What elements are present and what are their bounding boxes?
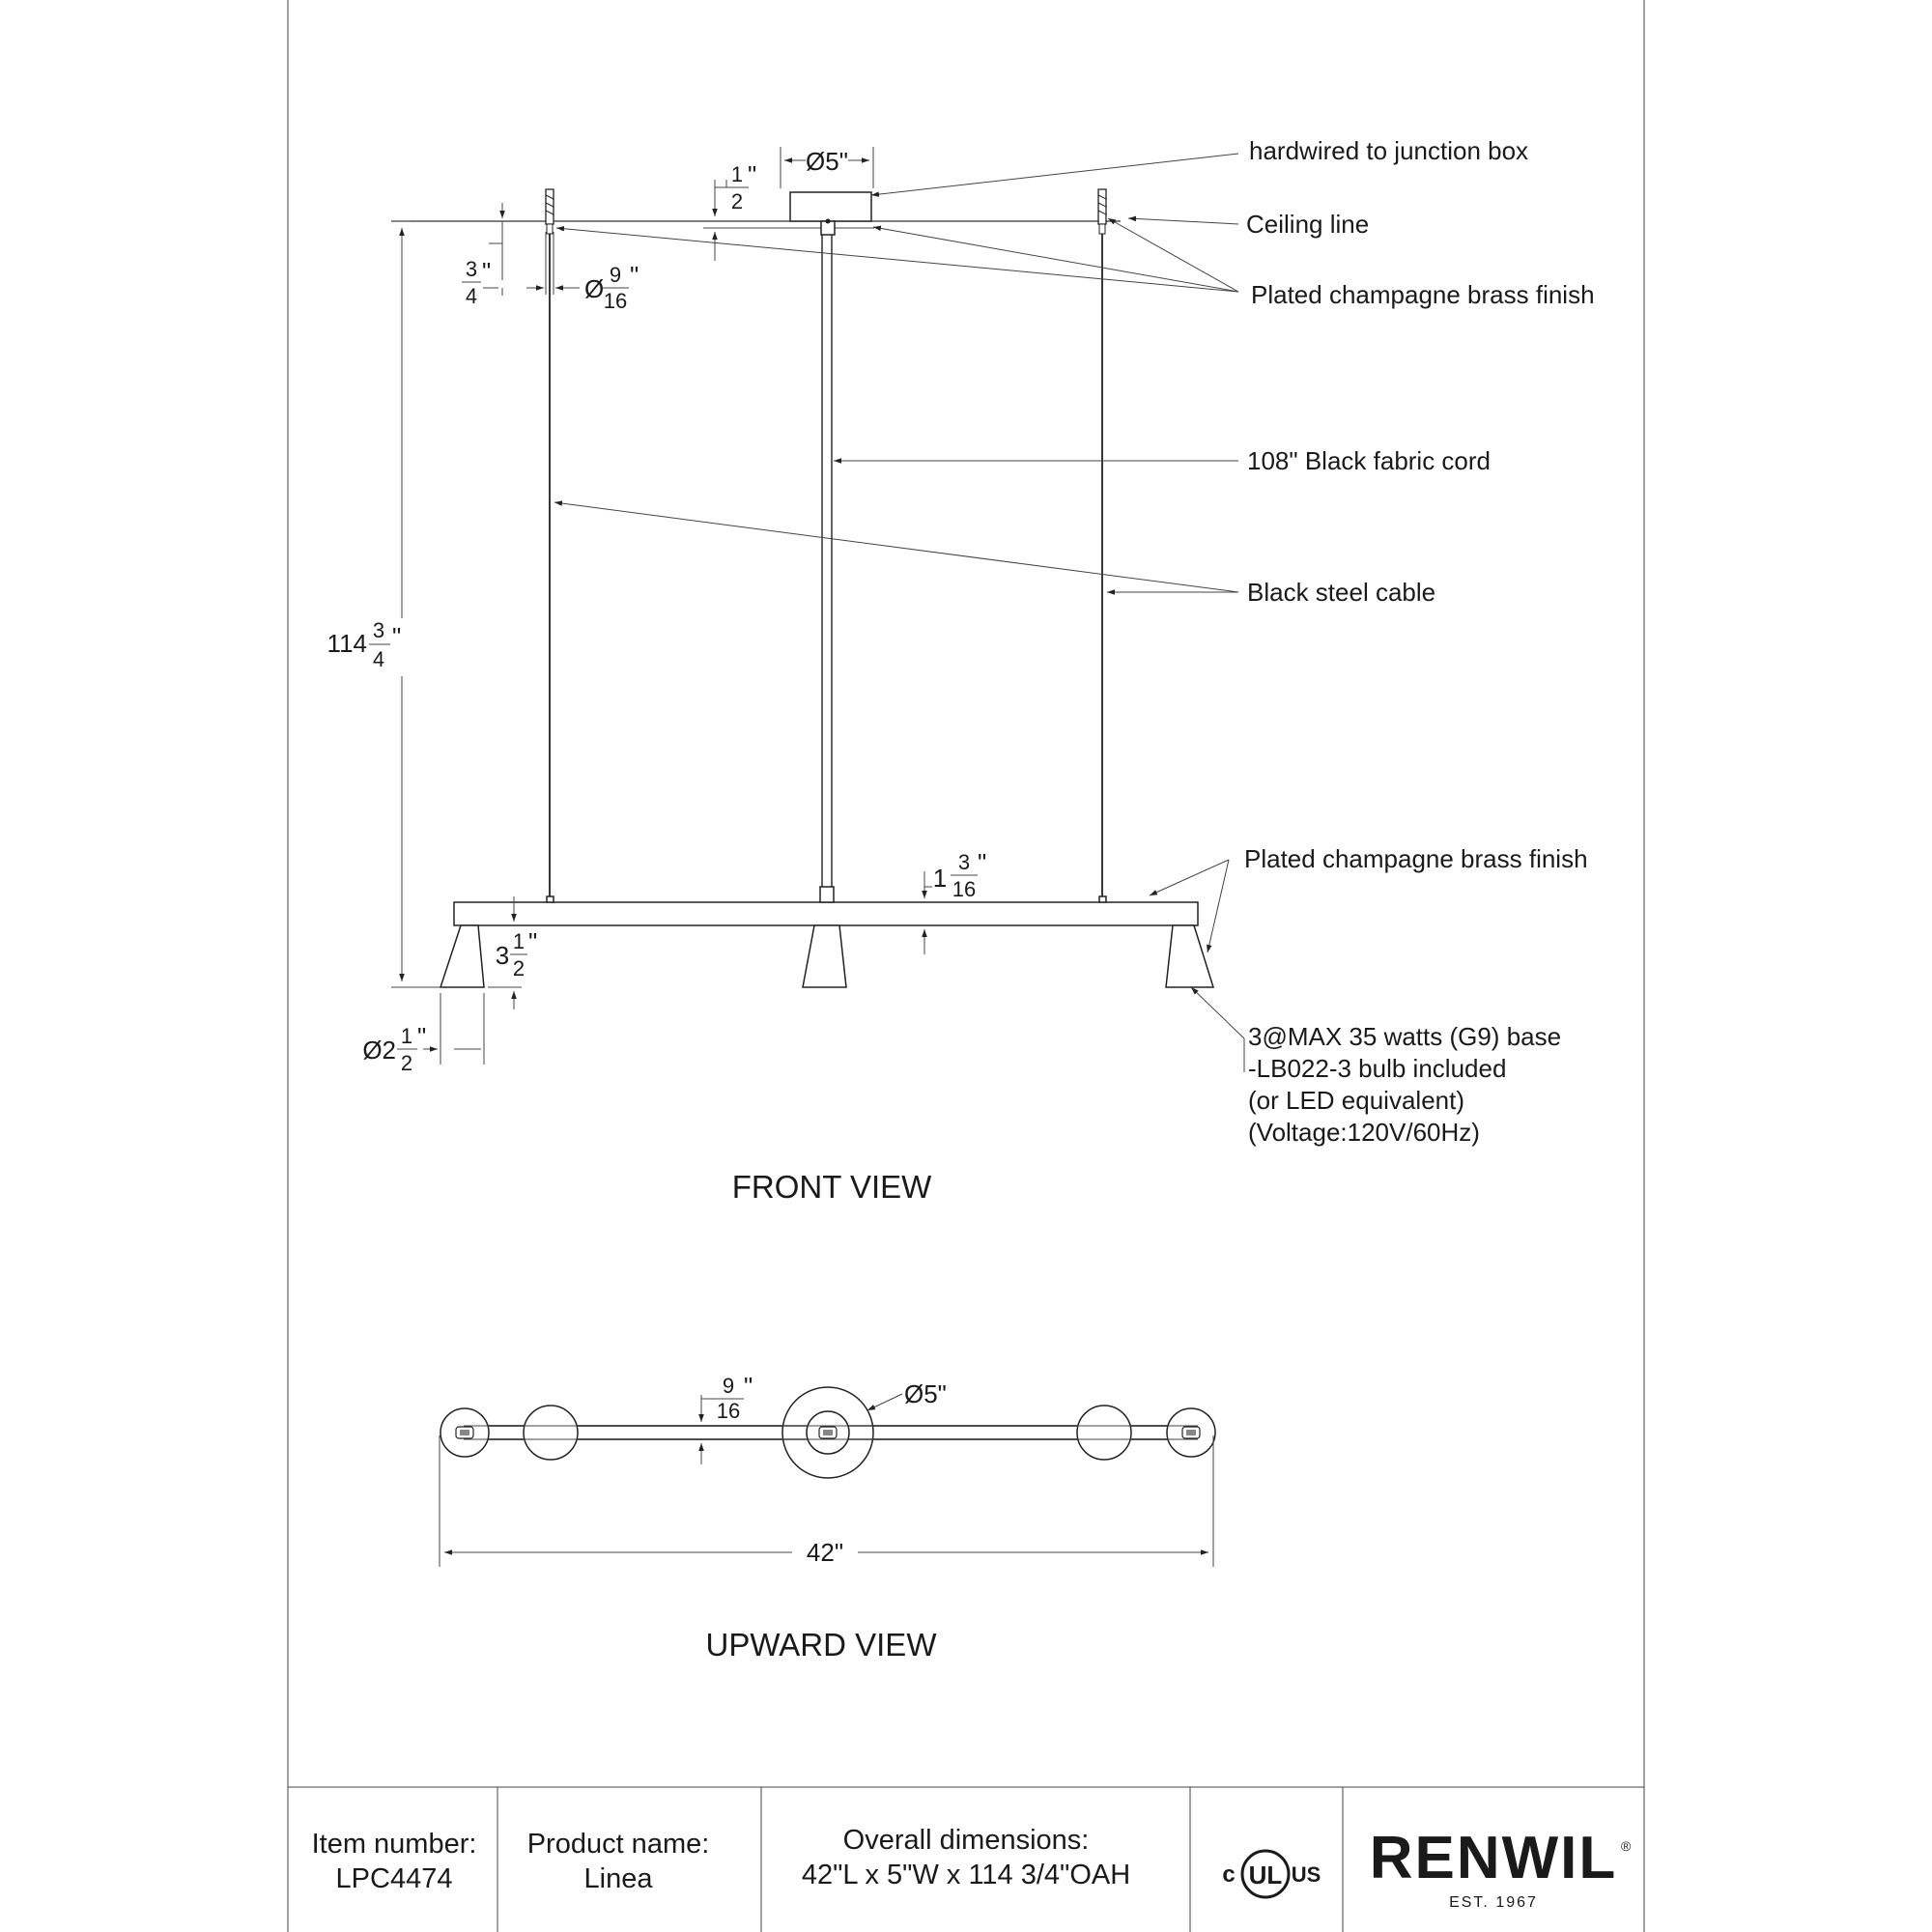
shade-height-den: 2 bbox=[512, 956, 526, 980]
upward-socket-left bbox=[456, 1427, 473, 1438]
overall-height-whole: 114 bbox=[327, 629, 367, 658]
bar-height-inch: " bbox=[978, 848, 987, 877]
canopy-diameter-dimension bbox=[781, 147, 873, 188]
left-shade bbox=[440, 925, 484, 987]
shade-height-inch: " bbox=[528, 927, 538, 956]
overall-height-dimension bbox=[327, 221, 440, 987]
upward-view bbox=[440, 1372, 1215, 1662]
product-name-value: Linea bbox=[583, 1863, 653, 1894]
gripper-height-dimension bbox=[462, 203, 502, 308]
upward-bar-width-num: 9 bbox=[722, 1374, 735, 1398]
gripper-diameter-den: 16 bbox=[603, 289, 628, 313]
callout-bulb-line-1: 3@MAX 35 watts (G9) base bbox=[1248, 1022, 1562, 1051]
title-block bbox=[288, 1787, 1644, 1932]
gripper-height-den: 4 bbox=[465, 284, 478, 308]
right-cable-gripper bbox=[1098, 189, 1106, 234]
svg-text:c: c bbox=[1222, 1861, 1236, 1888]
canopy-height-num: 1 bbox=[730, 162, 744, 186]
product-name-label: Product name: bbox=[526, 1829, 710, 1860]
bar-height-den: 16 bbox=[952, 877, 977, 901]
canopy bbox=[790, 192, 871, 221]
svg-text:US: US bbox=[1291, 1862, 1321, 1887]
upward-bar-width-den: 16 bbox=[716, 1399, 741, 1423]
shade-diameter-inch: " bbox=[417, 1022, 427, 1051]
center-cord-connector bbox=[820, 887, 834, 902]
callout-ceiling-line: Ceiling line bbox=[1246, 210, 1370, 239]
bar-height-num: 3 bbox=[957, 850, 971, 874]
callout-fabric-cord: 108" Black fabric cord bbox=[1247, 446, 1492, 475]
svg-text:UL: UL bbox=[1248, 1861, 1283, 1889]
gripper-diameter-num: 9 bbox=[609, 263, 622, 287]
overall-height-inch: " bbox=[392, 622, 402, 651]
upward-right-mount bbox=[1077, 1406, 1131, 1460]
svg-text:®: ® bbox=[1621, 1838, 1632, 1854]
fixture-bar bbox=[454, 902, 1198, 925]
item-number-label: Item number: bbox=[311, 1829, 477, 1860]
callout-bulb-line-4: (Voltage:120V/60Hz) bbox=[1248, 1118, 1480, 1147]
shade-height-whole: 3 bbox=[495, 941, 510, 970]
canopy-height-inch: " bbox=[748, 160, 757, 189]
shade-diameter-dimension bbox=[362, 993, 484, 1075]
shade-diameter-num: 1 bbox=[400, 1024, 413, 1048]
shade-diameter-den: 2 bbox=[400, 1051, 413, 1075]
ul-listed-mark bbox=[1222, 1851, 1321, 1897]
front-view bbox=[327, 136, 1595, 1205]
overall-dimensions-label: Overall dimensions: bbox=[842, 1825, 1090, 1856]
upward-socket-right bbox=[1182, 1427, 1200, 1438]
canopy-height-den: 2 bbox=[730, 189, 744, 213]
bar-height-whole: 1 bbox=[932, 864, 948, 893]
overall-height-den: 4 bbox=[372, 647, 385, 671]
overall-height-num: 3 bbox=[372, 618, 385, 642]
upward-left-mount bbox=[524, 1406, 578, 1460]
gripper-diameter-inch: " bbox=[630, 261, 639, 290]
bar-height-dimension bbox=[924, 848, 986, 954]
upward-bar-width-inch: " bbox=[744, 1372, 753, 1401]
front-view-title: FRONT VIEW bbox=[731, 1169, 932, 1205]
shade-diameter-whole: Ø2 bbox=[362, 1036, 396, 1065]
overall-length-label: 42" bbox=[806, 1538, 844, 1567]
gripper-diameter-dimension bbox=[526, 232, 639, 313]
callout-bulb-line-3: (or LED equivalent) bbox=[1248, 1086, 1464, 1115]
center-shade bbox=[803, 925, 846, 987]
gripper-height-num: 3 bbox=[465, 257, 478, 281]
callout-finish-bottom: Plated champagne brass finish bbox=[1244, 844, 1588, 873]
canopy-diameter-label: Ø5" bbox=[806, 147, 848, 176]
upward-canopy-diameter: Ø5" bbox=[904, 1379, 947, 1408]
right-shade bbox=[1166, 925, 1213, 987]
svg-text:EST. 1967: EST. 1967 bbox=[1449, 1894, 1538, 1911]
item-number-value: LPC4474 bbox=[335, 1863, 453, 1894]
shade-height-num: 1 bbox=[512, 929, 526, 953]
svg-text:RENWIL: RENWIL bbox=[1369, 1825, 1618, 1891]
callout-junction-box: hardwired to junction box bbox=[1249, 136, 1529, 165]
upward-bar-width-dimension bbox=[701, 1372, 753, 1464]
callout-bulb-line-2: -LB022-3 bulb included bbox=[1248, 1054, 1507, 1083]
callout-finish-top: Plated champagne brass finish bbox=[1251, 280, 1595, 309]
callout-steel-cable: Black steel cable bbox=[1247, 578, 1436, 607]
left-cable-gripper bbox=[546, 189, 554, 234]
upward-socket-center bbox=[819, 1427, 837, 1438]
renwil-logo bbox=[1370, 1825, 1632, 1911]
callout-leaders bbox=[554, 154, 1244, 1072]
upward-view-title: UPWARD VIEW bbox=[705, 1627, 937, 1662]
overall-dimensions-value: 42"L x 5"W x 114 3/4"OAH bbox=[801, 1860, 1131, 1890]
gripper-diameter-prefix: Ø bbox=[584, 274, 605, 303]
gripper-height-inch: " bbox=[482, 257, 492, 286]
